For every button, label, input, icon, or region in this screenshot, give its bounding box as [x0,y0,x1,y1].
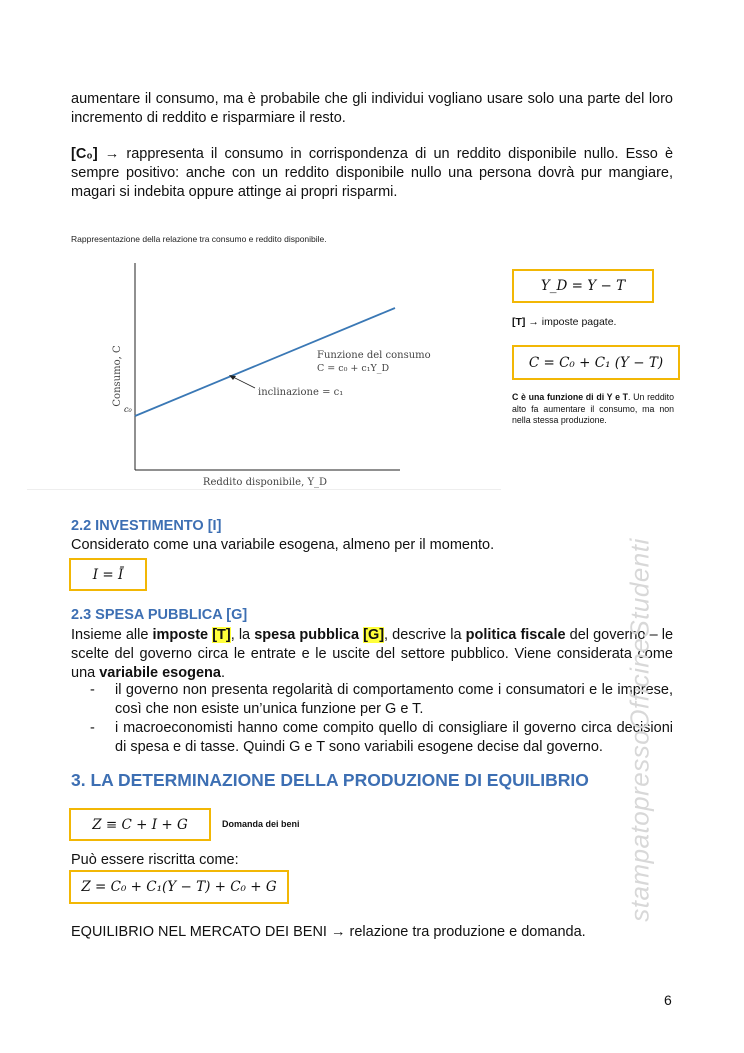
function-equation: C = c₀ + c₁Y_D [317,363,390,374]
spesa-pubblica-bold: spesa pubblica [254,627,360,643]
text-segment: , la [230,627,255,643]
arrow-icon: → [330,924,346,940]
equilibrium-text [71,923,673,942]
text-segment: del governo – le scelte del governo circa le entrate e le uscite del settore pubblico. Viene considerata come una [71,627,674,681]
z-formula: Z ≡ C + I + G [92,816,188,833]
equilibrium-label: EQUILIBRIO NEL MERCATO DEI BENI [71,924,327,940]
imposte-bold: imposte [152,627,209,643]
z2-formula: Z = C₀ + C₁(Y − T) + C₀ + G [81,879,277,895]
c-note-text: . Un reddito alto fa aumentare il consumo, ma non nella stessa produzione. [512,392,674,425]
yd-formula: Y_D = Y − T [540,278,626,294]
text-segment: Insieme alle [71,627,153,643]
intro-paragraph: aumentare il consumo, ma è probabile che gli individui vogliano usare solo una parte del loro incremento di reddito e risparmiare il resto. [71,91,673,126]
t-highlight: [T] [212,627,231,643]
watermark [610,540,670,920]
consumption-chart [95,258,431,493]
z-formula-label: Domanda dei beni [222,819,300,829]
arrow-icon: → [104,146,120,162]
consumption-line [135,308,395,416]
watermark-text: stampatopressoOfficineStudenti [624,538,655,922]
section-3-title: 3. LA DETERMINAZIONE DELLA PRODUZIONE DI EQUILIBRIO [71,770,589,790]
c0-tick: c₀ [124,405,132,414]
text-segment: . [220,665,225,681]
list-item: - il governo non presenta regolarità di comportamento come i consumatori e le imprese, così che non esiste un’unica funzione per G e T. [90,681,673,719]
c0-paragraph [71,145,673,202]
politica-fiscale-bold: politica fiscale [465,627,566,643]
slope-arrowhead [229,375,236,380]
slope-label: inclinazione = c₁ [258,387,344,398]
investment-formula-box [69,558,147,591]
function-title: Funzione del consumo [317,350,431,361]
t-note [512,316,616,328]
figure-caption: Rappresentazione della relazione tra consumo e reddito disponibile. [71,234,327,244]
t-description: imposte pagate. [538,316,617,328]
c-formula-box [512,345,680,380]
section-2-3-bullets [90,681,673,757]
section-2-2-text: Considerato come una variabile esogena, almeno per il momento. [71,537,495,553]
z-formula-box [69,808,211,841]
investment-formula: I = Ī [92,566,124,583]
list-item: - i macroeconomisti hanno come compito quello di consigliare il governo circa decisioni di spesa e di tasse. Quindi G e T sono variabili esogene decise dal governo. [90,719,673,757]
x-axis-label: Reddito disponibile, Y_D [202,477,328,488]
section-2-3-title: 2.3 SPESA PUBBLICA [G] [71,607,248,623]
rewrite-text: Può essere riscritta come: [71,852,239,868]
arrow-icon: → [528,316,539,328]
c-note-bold: C è una funzione di di Y e T [512,392,629,402]
c-formula: C = C₀ + C₁ (Y − T) [528,354,664,371]
section-2-3-text [71,626,673,683]
text-segment: , descrive la [384,627,466,643]
yd-formula-box [512,269,654,303]
section-2-2-title: 2.2 INVESTIMENTO [I] [71,518,222,534]
c0-label: [C₀] [71,146,98,162]
variabile-esogena-bold: variabile esogena [99,665,221,681]
g-highlight: [G] [363,627,385,643]
c0-description: rappresenta il consumo in corrispondenza di un reddito disponibile nullo. Esso è sempre positivo: anche con un reddito disponibile nullo una persona dovrà pur mangiare, magari si indebita oppure attinge ai propri risparmi. [71,146,674,200]
equilibrium-description: relazione tra produzione e domanda. [345,924,586,940]
c-note [512,392,674,427]
t-label: [T] [512,316,526,328]
y-axis-label: Consumo, C [112,345,123,407]
z2-formula-box [69,870,289,904]
page-number: 6 [664,992,672,1008]
